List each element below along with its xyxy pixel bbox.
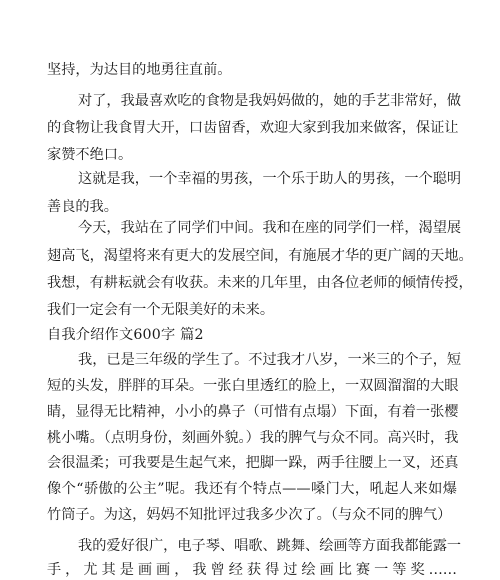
paragraph-line: 翅高飞，渴望将来有更大的发展空间，有施展才华的更广阔的天地。	[47, 248, 473, 264]
paragraph-line: 竹筒子。为这，妈妈不知批评过我多少次了。（与众不同的脾气）	[47, 507, 452, 523]
paragraph-line: 会很温柔；可我要是生起气来，把脚一跺，两手往腰上一叉，还真	[47, 455, 459, 471]
paragraph-line: 手，尤其是画画，我曾经获得过绘画比赛一等奖……	[47, 562, 457, 578]
paragraph-line: 今天，我站在了同学们中间。我和在座的同学们一样，渴望展	[78, 220, 462, 236]
paragraph-line: 我，已是三年级的学生了。不过我才八岁，一米三的个子，短	[78, 352, 462, 368]
paragraph-line: 的食物让我食胃大开，口齿留香，欢迎大家到我加来做客，保证让	[47, 120, 459, 136]
paragraph-line: 坚持，为达目的地勇往直前。	[47, 62, 232, 78]
paragraph-line: 这就是我，一个幸福的男孩，一个乐于助人的男孩，一个聪明	[78, 171, 462, 187]
paragraph-line: 睛，显得无比精神，小小的鼻子（可惜有点塌）下面，有着一张樱	[47, 404, 459, 420]
paragraph-line: 桃小嘴。（点明身份，刻画外貌。）我的脾气与众不同。高兴时，我	[47, 430, 459, 446]
paragraph-line: 我们一定会有一个无限美好的未来。	[47, 302, 275, 318]
paragraph-line: 善良的我。	[47, 199, 118, 215]
paragraph-line: 短的头发，胖胖的耳朵。一张白里透红的脸上，一双圆溜溜的大眼	[47, 378, 459, 394]
section-heading: 自我介绍作文600字 篇2	[47, 327, 204, 343]
paragraph-line: 对了，我最喜欢吃的食物是我妈妈做的，她的手艺非常好，做	[78, 93, 462, 109]
paragraph-line: 我想，有耕耘就会有收获。未来的几年里，由各位老师的倾情传授，	[47, 275, 473, 291]
paragraph-line: 像个“骄傲的公主”呢。我还有个特点——嗓门大，吼起人来如爆	[47, 481, 457, 497]
paragraph-line: 我的爱好很广，电子琴、唱歌、跳舞、绘画等方面我都能露一	[78, 538, 462, 554]
paragraph-line: 家赞不绝口。	[47, 147, 133, 163]
